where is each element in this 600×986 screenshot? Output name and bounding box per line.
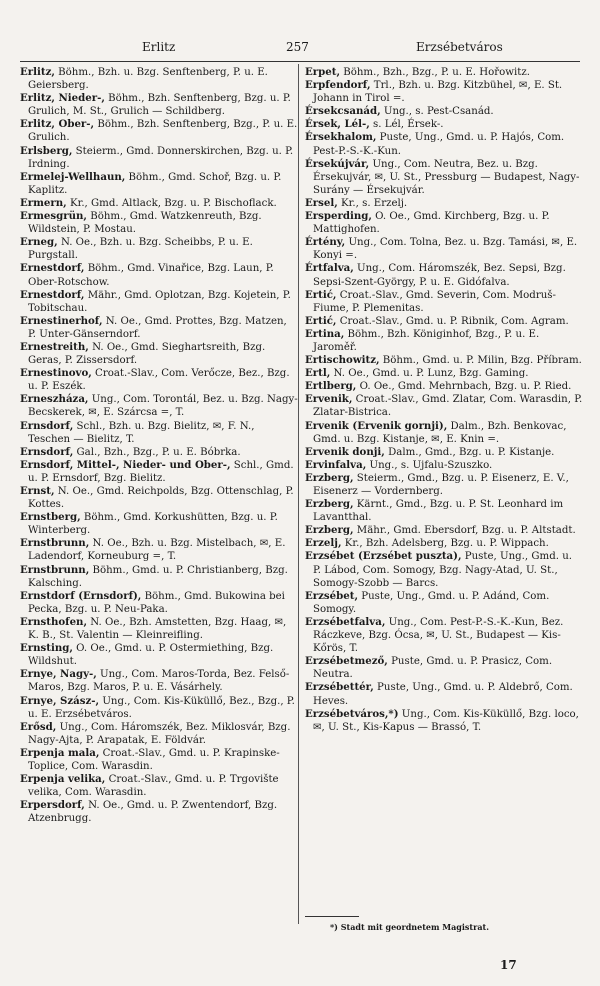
entry-details: Puste, Ung., Gmd. u. P. Adánd, Com. Somogy. xyxy=(313,590,550,615)
gazetteer-entry xyxy=(20,66,298,92)
entry-details: O. Oe., Gmd. Mehrnbach, Bzg. u. P. Ried. xyxy=(356,381,572,393)
gazetteer-entry xyxy=(305,354,583,367)
gazetteer-entry xyxy=(20,642,298,668)
entry-details: Böhm., Gmd. Korkushütten, Bzg. u. P. Winterberg. xyxy=(28,512,278,537)
entry-headword: Ernestinerhof, xyxy=(20,314,103,327)
gazetteer-entry xyxy=(20,564,298,590)
entry-headword: Erneszháza, xyxy=(20,393,89,406)
gazetteer-entry xyxy=(20,118,298,144)
entry-headword: Erzsébetfalva, xyxy=(305,615,386,628)
entry-details: Böhm., Gmd. Watzkenreuth, Bzg. Wildstein, P. Mostau. xyxy=(28,211,262,236)
gazetteer-entry xyxy=(305,590,583,616)
entry-headword: Erneg, xyxy=(20,236,58,249)
gazetteer-entry xyxy=(305,367,583,380)
entry-details: Ung., Com. Tolna, Bez. u. Bzg. Tamási, ✉, E. Konyi =. xyxy=(313,237,578,262)
gazetteer-entry xyxy=(305,708,583,734)
gazetteer-entry xyxy=(20,236,298,262)
gazetteer-entry xyxy=(20,459,298,485)
running-header xyxy=(24,40,580,58)
gazetteer-entry xyxy=(305,550,583,589)
entry-headword: Ertl, xyxy=(305,367,331,380)
entry-headword: Érsekújvár, xyxy=(305,157,370,170)
entry-headword: Ernye, Szász-, xyxy=(20,694,100,707)
entry-headword: Érsekhalom, xyxy=(305,131,377,144)
entry-details: Ung., Com. Kis-Küküllő, Bez., Bzg., P. u. E. Erzsébetváros. xyxy=(28,695,295,720)
entry-headword: Erlitz, Nieder-, xyxy=(20,92,105,105)
gazetteer-entry xyxy=(305,393,583,419)
header-left-keyword: Erlitz xyxy=(142,40,176,54)
entry-headword: Ernestdorf, xyxy=(20,262,85,275)
gazetteer-entry xyxy=(305,380,583,393)
entry-headword: Értény, xyxy=(305,236,346,249)
gazetteer-entry xyxy=(305,105,583,118)
entry-details: Ung., Com. Neutra, Bez. u. Bzg. Érsekujvár, ✉, U. St., Pressburg — Budapest, Nagy-Surány — Érsekujvár. xyxy=(313,158,580,196)
entry-details: Croat.-Slav., Gmd. u. P. Ribnik, Com. Agram. xyxy=(336,315,569,327)
entry-headword: Erzberg, xyxy=(305,498,354,511)
entry-details: Böhm., Gmd. u. P. Christianberg, Bzg. Kalsching. xyxy=(28,564,288,589)
gazetteer-entry xyxy=(305,158,583,197)
entry-details: Ung., Com. Pest-P.-S.-K.-Kun, Bez. Ráczkeve, Bzg. Ócsa, ✉, U. St., Budapest — Kis-Kőrös, T. xyxy=(313,616,564,655)
entry-details: N. Oe., Bzh. u. Bzg. Mistelbach, ✉, E. Ladendorf, Korneuburg =, T. xyxy=(28,538,286,563)
entry-details: Böhm., Gmd. Vinařice, Bzg. Laun, P. Ober-Rotschow. xyxy=(28,263,274,288)
entry-headword: Erzberg, xyxy=(305,524,354,537)
entry-headword: Erlitz, Ober-, xyxy=(20,118,95,131)
entry-details: Kr., s. Erzelj. xyxy=(337,197,408,209)
entry-headword: Erzsébet, xyxy=(305,589,358,602)
gazetteer-entry xyxy=(20,537,298,563)
entry-details: Puste, Ung., Gmd. u. P. Aldebrő, Com. Heves. xyxy=(313,682,573,707)
entry-details: Kr., Gmd. Altlack, Bzg. u. P. Bischoflack. xyxy=(66,197,277,209)
gazetteer-entry xyxy=(305,328,583,354)
entry-details: O. Oe., Gmd. u. P. Ostermiething, Bzg. Wildshut. xyxy=(28,643,274,668)
entry-details: Mähr., Gmd. Ebersdorf, Bzg. u. P. Altstadt. xyxy=(353,525,576,537)
entry-headword: Erzelj, xyxy=(305,537,342,550)
entry-headword: Ermesgrün, xyxy=(20,210,87,223)
gazetteer-entry xyxy=(20,485,298,511)
entry-headword: Ernsdorf, xyxy=(20,445,74,458)
entry-details: Ung., Com. Torontál, Bez. u. Bzg. Nagy-Becskerek, ✉, E. Szárcsa =, T. xyxy=(28,394,298,419)
entry-headword: Erpersdorf, xyxy=(20,799,85,812)
entry-details: Böhm., Gmd. Schoř, Bzg. u. P. Kaplitz. xyxy=(28,171,282,196)
entry-headword: Érsek, Lél-, xyxy=(305,118,370,131)
entry-details: Böhm., Bzh. Königinhof, Bzg., P. u. E. Jaroměř. xyxy=(313,328,540,353)
entry-headword: Ertlberg, xyxy=(305,380,357,393)
entry-details: Böhm., Bzh. u. Bzg. Senftenberg, P. u. E. Geiersberg. xyxy=(28,67,268,92)
gazetteer-entry xyxy=(305,131,583,157)
entry-details: Ung., s. Ujfalu-Szuszko. xyxy=(366,459,493,471)
entry-headword: Ernsting, xyxy=(20,642,73,655)
gazetteer-entry xyxy=(305,315,583,328)
entry-details: Böhm., Bzh. Senftenberg, Bzg. u. P. Grulich, M. St., Grulich — Schildberg. xyxy=(28,93,291,118)
gazetteer-entry xyxy=(20,420,298,446)
entry-headword: Ermelej-Wellhaun, xyxy=(20,170,126,183)
entry-details: Puste, Ung., Gmd. u. P. Hajós, Com. Pest-P.-S.-K.-Kun. xyxy=(313,132,565,157)
gazetteer-entry xyxy=(20,367,298,393)
entry-details: Böhm., Gmd. Bukowina bei Pecka, Bzg. u. P. Neu-Paka. xyxy=(28,590,285,615)
entry-headword: Ernestreith, xyxy=(20,340,89,353)
gazetteer-entry xyxy=(20,695,298,721)
entry-details: Trl., Bzh. u. Bzg. Kitzbühel, ✉, E. St. Johann in Tirol =. xyxy=(313,80,563,105)
entry-headword: Értfalva, xyxy=(305,262,354,275)
entry-headword: Ernstbrunn, xyxy=(20,563,90,576)
header-page-number: 257 xyxy=(286,40,309,54)
entry-details: Ung., Com. Kis-Küküllő, Bzg. loco, ✉, U. St., Kis-Kapus — Brassó, T. xyxy=(313,708,579,733)
entry-headword: Ertić, xyxy=(305,288,337,301)
gazetteer-entry xyxy=(20,590,298,616)
gazetteer-entry xyxy=(20,145,298,171)
entry-details: Dalm., Gmd., Bzg. u. P. Kistanje. xyxy=(384,446,555,458)
entry-headword: Ernye, Nagy-, xyxy=(20,668,97,681)
gazetteer-entry xyxy=(20,341,298,367)
gazetteer-entry xyxy=(20,511,298,537)
entry-details: s. Lél, Érsek-. xyxy=(369,119,444,131)
entry-headword: Ernst, xyxy=(20,485,55,497)
entry-details: N. Oe., Gmd. Reichpolds, Bzg. Ottenschlag, P. Kottes. xyxy=(28,486,294,511)
gazetteer-entry xyxy=(305,262,583,288)
gazetteer-entry xyxy=(305,197,583,210)
footnote-rule xyxy=(305,916,359,917)
entry-details: Ung., Com. Háromszék, Bez. Miklosvár, Bzg. Nagy-Ajta, P. Arapatak, E. Földvár. xyxy=(28,721,291,746)
column-divider xyxy=(298,64,299,924)
entry-headword: Erzsébet (Erzsébet puszta), xyxy=(305,550,462,563)
entry-headword: Erpenja velika, xyxy=(20,773,106,786)
gazetteer-entry xyxy=(305,537,583,550)
entry-details: Mähr., Gmd. Oplotzan, Bzg. Kojetein, P. Tobitschau. xyxy=(28,289,291,314)
gazetteer-entry xyxy=(20,616,298,642)
gazetteer-entry xyxy=(305,655,583,681)
gazetteer-entry xyxy=(20,668,298,694)
footnote: *) Stadt mit geordnetem Magistrat. xyxy=(330,922,489,932)
entry-details: Ung., Com. Maros-Torda, Bez. Felső-Maros, Bzg. Maros, P. u. E. Vásárhely. xyxy=(28,669,290,694)
gazetteer-entry xyxy=(305,616,583,655)
entry-headword: Erzsébetváros,*) xyxy=(305,707,399,720)
entry-details: Steierm., Gmd., Bzg. u. P. Eisenerz, E. V., Eisenerz — Vordernberg. xyxy=(313,472,569,497)
gazetteer-entry xyxy=(20,210,298,236)
gazetteer-entry xyxy=(305,472,583,498)
header-rule xyxy=(20,61,580,62)
gazetteer-entry xyxy=(20,747,298,773)
entry-details: Puste, Ung., Gmd. u. P. Lábod, Com. Somogy, Bzg. Nagy-Atad, U. St., Somogy-Szobb — Barcs. xyxy=(313,551,572,589)
entry-details: Dalm., Bzh. Benkovac, Gmd. u. Bzg. Kistanje, ✉, E. Knin =. xyxy=(313,420,567,445)
gazetteer-entry xyxy=(20,197,298,210)
gazetteer-entry xyxy=(305,66,583,79)
gazetteer-entry xyxy=(20,721,298,747)
entry-headword: Erpfendorf, xyxy=(305,79,371,92)
entry-headword: Erpet, xyxy=(305,66,340,78)
entry-details: Puste, Gmd. u. P. Prasicz, Com. Neutra. xyxy=(313,656,553,681)
gazetteer-entry xyxy=(20,289,298,315)
entry-details: Schl., Bzh. u. Bzg. Bielitz, ✉, F. N., Teschen — Bielitz, T. xyxy=(28,420,255,445)
gazetteer-entry xyxy=(305,459,583,472)
entry-details: N. Oe., Bzh. Amstetten, Bzg. Haag, ✉, K. B., St. Valentin — Kleinreifling. xyxy=(28,616,287,642)
entry-headword: Ervenik donji, xyxy=(305,445,385,458)
entry-details: N. Oe., Gmd. Sieghartsreith, Bzg. Geras, P. Zissersdorf. xyxy=(28,341,266,367)
gazetteer-entry xyxy=(305,446,583,459)
entry-headword: Ernstdorf (Ernsdorf), xyxy=(20,589,142,602)
entry-headword: Erősd, xyxy=(20,720,57,733)
gazetteer-entry xyxy=(305,498,583,524)
entry-details: Ung., Com. Háromszék, Bez. Sepsi, Bzg. Sepsi-Szent-György, P. u. E. Gidófalva. xyxy=(313,263,566,288)
gazetteer-entry xyxy=(305,681,583,707)
entry-headword: Erzberg, xyxy=(305,471,354,484)
entry-headword: Ersel, xyxy=(305,196,338,209)
entry-headword: Ervinfalva, xyxy=(305,458,367,471)
gazetteer-entry xyxy=(20,773,298,799)
entry-details: Croat.-Slav., Gmd. u. P. Trgovište velika, Com. Warasdin. xyxy=(28,774,279,799)
entry-details: N. Oe., Gmd. u. P. Lunz, Bzg. Gaming. xyxy=(330,368,529,380)
entry-headword: Ervenik (Ervenik gornji), xyxy=(305,419,448,432)
entry-headword: Erzsébetmező, xyxy=(305,655,388,668)
entry-headword: Ernsdorf, Mittel-, Nieder- und Ober-, xyxy=(20,458,231,471)
entry-headword: Erlitz, xyxy=(20,66,55,78)
page-number: 17 xyxy=(500,958,517,972)
entry-details: Gal., Bzh., Bzg., P. u. E. Bóbrka. xyxy=(73,446,241,458)
entry-details: N. Oe., Gmd. Prottes, Bzg. Matzen, P. Unter-Gänserndorf. xyxy=(28,315,287,340)
gazetteer-entry xyxy=(20,393,298,419)
entry-details: Croat.-Slav., Gmd. Zlatar, Com. Warasdin, P. Zlatar-Bistrica. xyxy=(313,394,583,419)
entry-details: Croat.-Slav., Gmd. Severin, Com. Modruš-Fiume, P. Plemenitas. xyxy=(313,289,556,314)
gazetteer-entry xyxy=(20,262,298,288)
entry-headword: Ernestdorf, xyxy=(20,288,85,301)
gazetteer-entry xyxy=(305,236,583,262)
entry-headword: Ernstbrunn, xyxy=(20,537,90,550)
entry-details: Kärnt., Gmd., Bzg. u. P. St. Leonhard im Lavantthal. xyxy=(313,499,564,524)
gazetteer-entry xyxy=(20,92,298,118)
entry-headword: Ernsthofen, xyxy=(20,615,87,628)
gazetteer-entry xyxy=(20,315,298,341)
entry-details: O. Oe., Gmd. Kirchberg, Bzg. u. P. Mattighofen. xyxy=(313,211,550,236)
entry-details: Ung., s. Pest-Csanád. xyxy=(380,106,494,118)
gazetteer-entry xyxy=(305,420,583,446)
entry-headword: Ertischowitz, xyxy=(305,354,380,367)
gazetteer-entry xyxy=(305,289,583,315)
gazetteer-entry xyxy=(305,524,583,537)
entry-headword: Ersperding, xyxy=(305,210,372,223)
entry-headword: Erlsberg, xyxy=(20,144,73,157)
gazetteer-entry xyxy=(20,799,298,825)
entry-headword: Érsekcsanád, xyxy=(305,105,381,118)
entry-details: Böhm., Bzh., Bzg., P. u. E. Hořowitz. xyxy=(340,67,530,78)
entry-details: Steierm., Gmd. Donnerskirchen, Bzg. u. P. Irdning. xyxy=(28,145,294,170)
entry-details: Böhm., Gmd. u. P. Milin, Bzg. Příbram. xyxy=(379,355,582,367)
gazetteer-entry xyxy=(305,79,583,105)
entry-details: Kr., Bzh. Adelsberg, Bzg. u. P. Wippach. xyxy=(341,538,549,550)
entry-headword: Ermern, xyxy=(20,196,67,209)
entry-details: Schl., Gmd. u. P. Ernsdorf, Bzg. Bielitz. xyxy=(28,459,294,484)
gazetteer-entry xyxy=(305,118,583,131)
header-right-keyword: Erzsébetváros xyxy=(416,40,503,54)
entry-headword: Ertić, xyxy=(305,314,337,327)
left-column xyxy=(20,66,298,825)
entry-headword: Ernstberg, xyxy=(20,511,81,524)
entry-details: N. Oe., Gmd. u. P. Zwentendorf, Bzg. Atzenbrugg. xyxy=(28,800,278,825)
entry-details: Böhm., Bzh. Senftenberg, Bzg., P. u. E. Grulich. xyxy=(28,119,298,144)
gazetteer-entry xyxy=(305,210,583,236)
entry-details: Croat.-Slav., Gmd. u. P. Krapinske-Toplice, Com. Warasdin. xyxy=(28,747,280,772)
gazetteer-entry xyxy=(20,171,298,197)
entry-headword: Erzsébettér, xyxy=(305,681,374,694)
entry-headword: Erpenja mala, xyxy=(20,746,100,759)
gazetteer-entry xyxy=(20,446,298,459)
entry-headword: Ernsdorf, xyxy=(20,419,74,432)
entry-headword: Ertina, xyxy=(305,327,345,340)
right-column xyxy=(305,66,583,734)
entry-headword: Ernestinovo, xyxy=(20,367,92,380)
entry-details: Croat.-Slav., Com. Verőcze, Bez., Bzg. u. P. Eszék. xyxy=(28,368,290,393)
entry-headword: Ervenik, xyxy=(305,393,353,406)
entry-details: N. Oe., Bzh. u. Bzg. Scheibbs, P. u. E. Purgstall. xyxy=(28,237,253,262)
